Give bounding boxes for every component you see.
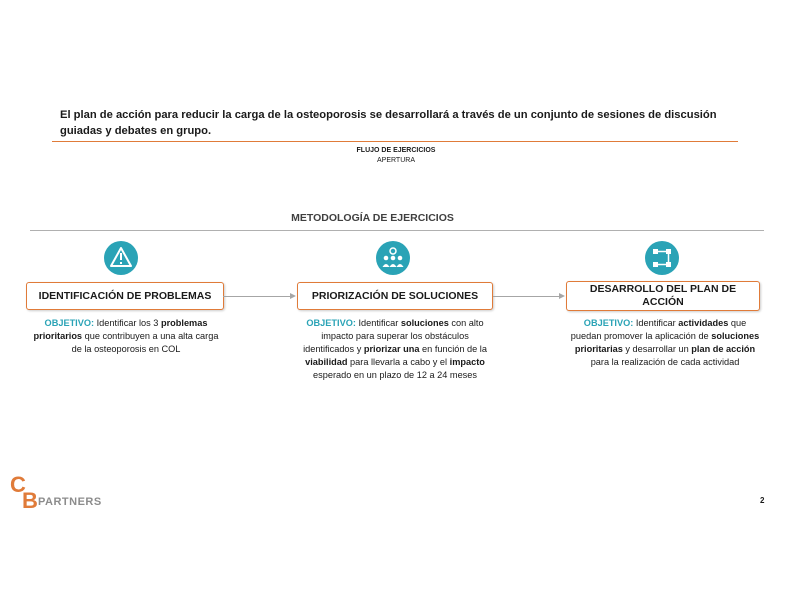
step-box-identificacion: IDENTIFICACIÓN DE PROBLEMAS [26,282,224,310]
flow-subtitle: APERTURA [377,157,415,164]
arrow-connector-2 [493,296,559,297]
grey-divider [30,230,764,231]
arrow-head-1 [290,293,296,299]
step-description-desarrollo: OBJETIVO: Identificar actividades que puedan promover la aplicación de soluciones prioritarias y desarrollar un plan de acción para la realización de cada actividad [570,318,760,367]
warning-icon [104,241,138,275]
logo-partners-text: PARTNERS [38,496,102,508]
logo-letter-b: B [22,488,38,513]
logo-letter-c: C [10,472,26,497]
team-icon [376,241,410,275]
arrow-head-2 [559,293,565,299]
page-number: 2 [760,496,765,505]
objective-label: OBJETIVO: [306,318,356,328]
flow-title: FLUJO DE EJERCICIOS [356,147,436,154]
intro-text: El plan de acción para reducir la carga de la osteoporosis se desarrollará a través de un conjunto de sesiones de discusión guiadas y debates en grupo. [60,109,717,137]
step-description-priorizacion: OBJETIVO: Identificar soluciones con alto impacto para superar los obstáculos identificados y priorizar una en función de la viabilidad para llevarla a cabo y el impacto esperado en un plazo de 12 a 24 meses [303,318,487,380]
orange-divider [52,141,738,142]
step-description-identificacion: OBJETIVO: Identificar los 3 problemas prioritarios que contribuyen a una alta carga de la osteoporosis en COL [33,318,219,354]
workflow-icon [645,241,679,275]
step-box-priorizacion: PRIORIZACIÓN DE SOLUCIONES [297,282,493,310]
step-box-desarrollo: DESARROLLO DEL PLAN DE ACCIÓN [566,281,760,311]
objective-label: OBJETIVO: [583,318,634,328]
arrow-connector-1 [223,296,290,297]
section-title: METODOLOGÍA DE EJERCICIOS [291,212,454,224]
objective-label: OBJETIVO: [44,318,95,328]
